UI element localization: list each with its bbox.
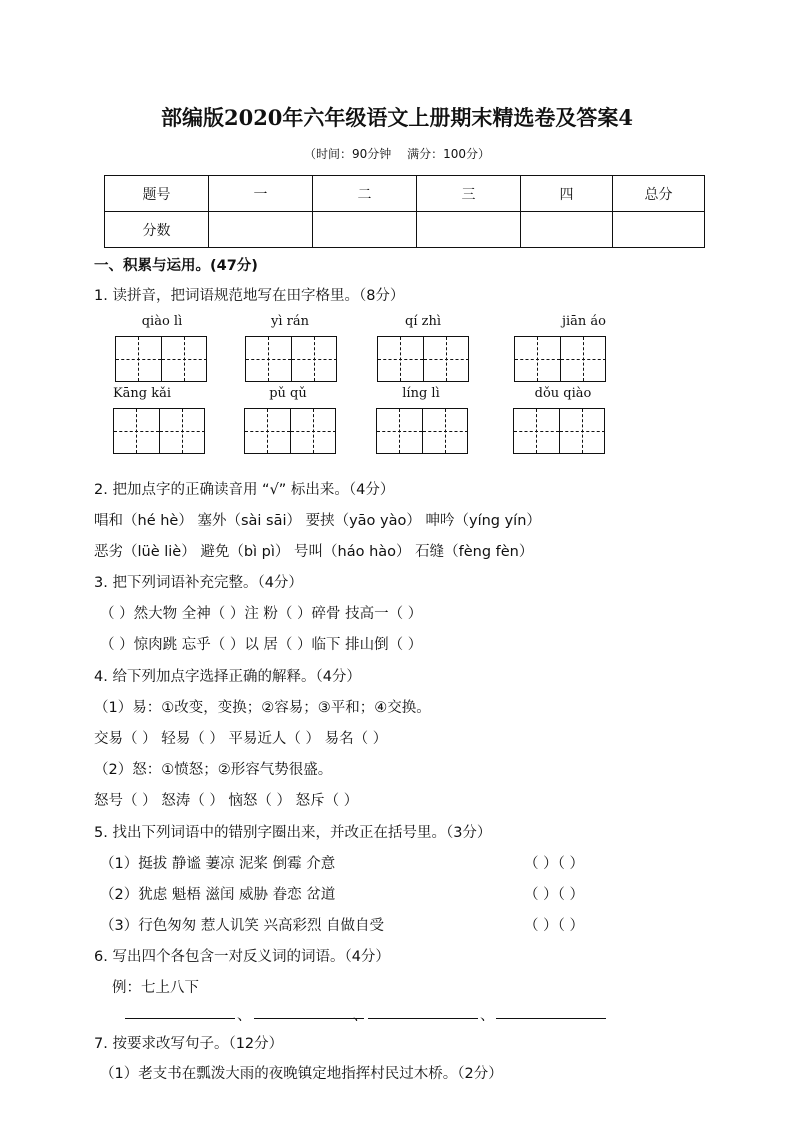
score-header-cell: 二: [313, 176, 417, 212]
page-title: 部编版2020年六年级语文上册期末精选卷及答案4: [160, 105, 634, 130]
score-input-cell[interactable]: [417, 212, 521, 248]
pinyin-label: yì rán: [271, 314, 309, 329]
answer-blank[interactable]: [125, 1017, 235, 1019]
answer-blank[interactable]: [496, 1017, 606, 1019]
example-text: 例：七上八下: [112, 980, 199, 996]
sentence-task: （1）老支书在瓢泼大雨的夜晚镇定地指挥村民过木桥。（2分）: [100, 1066, 503, 1082]
pinyin-label: pǔ qǔ: [269, 386, 307, 401]
question-4: 4. 给下列加点字选择正确的解释。（4分）: [94, 669, 361, 685]
pinyin-label: líng lì: [402, 386, 440, 401]
question-3: 3. 把下列词语补充完整。（4分）: [94, 575, 303, 591]
question-1: 1. 读拼音，把词语规范地写在田字格里。（8分）: [94, 288, 405, 304]
tianzige-box[interactable]: [513, 408, 605, 454]
separator-comma: 、: [480, 1008, 495, 1024]
idiom-fill-line: （ ）然大物 全神（ ）注 粉（ ）碎骨 技高一（ ）: [100, 606, 423, 622]
typo-word-row: （3）行色匆匆 惹人讥笑 兴高彩烈 自做自受: [100, 918, 385, 934]
score-input-cell[interactable]: [613, 212, 705, 248]
tianzige-box[interactable]: [113, 408, 205, 454]
idiom-fill-line: （ ）惊肉跳 忘乎（ ）以 居（ ）临下 排山倒（ ）: [100, 637, 423, 653]
exam-time-info: （时间：90分钟 满分：100分）: [304, 147, 490, 161]
score-header-cell: 总分: [613, 176, 705, 212]
pinyin-label: dǒu qiào: [534, 386, 592, 401]
answer-blank[interactable]: [254, 1017, 364, 1019]
tianzige-box[interactable]: [514, 336, 606, 382]
section-heading: 一、积累与运用。(47分): [94, 258, 258, 274]
separator-comma: 、: [237, 1008, 252, 1024]
score-input-cell[interactable]: [521, 212, 613, 248]
question-5: 5. 找出下列词语中的错别字圈出来，并改正在括号里。（3分）: [94, 825, 492, 841]
score-header-cell: 一: [209, 176, 313, 212]
definition-list: （2）怒：①愤怒；②形容气势很盛。: [94, 762, 333, 778]
typo-word-row: （2）犹虑 魁梧 滋闰 威胁 眷恋 岔道: [100, 887, 336, 903]
score-header-cell: 四: [521, 176, 613, 212]
tianzige-box[interactable]: [377, 336, 469, 382]
tianzige-box[interactable]: [244, 408, 336, 454]
score-table: [104, 175, 705, 248]
score-input-cell[interactable]: [313, 212, 417, 248]
score-table-header-row: [105, 176, 705, 212]
pinyin-label: qí zhì: [405, 314, 441, 329]
typo-answer-blanks[interactable]: （ ）（ ）: [524, 887, 584, 903]
score-row-label: 分数: [105, 212, 209, 248]
question-7: 7. 按要求改写句子。（12分）: [94, 1036, 284, 1052]
score-header-cell: 三: [417, 176, 521, 212]
pronunciation-line: 唱和（hé hè） 塞外（sài sāi） 要挟（yāo yào） 呻吟（yíng yín）: [94, 513, 541, 529]
pinyin-label: jiān áo: [561, 314, 607, 329]
tianzige-box[interactable]: [245, 336, 337, 382]
definition-fill-line: 交易（ ） 轻易（ ） 平易近人（ ） 易名（ ）: [94, 731, 388, 747]
answer-blank[interactable]: [368, 1017, 478, 1019]
typo-answer-blanks[interactable]: （ ）（ ）: [524, 918, 584, 934]
pinyin-label: Kāng kǎi: [112, 386, 172, 401]
separator-comma: 、: [353, 1008, 368, 1024]
typo-answer-blanks[interactable]: （ ）（ ）: [524, 856, 584, 872]
score-table-score-row: [105, 212, 705, 248]
pinyin-label: qiào lì: [141, 314, 183, 329]
score-input-cell[interactable]: [209, 212, 313, 248]
definition-list: （1）易：①改变，变换；②容易；③平和；④交换。: [94, 700, 431, 716]
pronunciation-line: 恶劣（lüè liè） 避免（bì pì） 号叫（háo hào） 石缝（fèng fèn）: [94, 544, 534, 560]
tianzige-box[interactable]: [376, 408, 468, 454]
question-6: 6. 写出四个各包含一对反义词的词语。（4分）: [94, 949, 390, 965]
question-2: 2. 把加点字的正确读音用 “√” 标出来。（4分）: [94, 482, 395, 498]
typo-word-row: （1）挺拔 静谧 萋凉 泥桨 倒霉 介意: [100, 856, 336, 872]
score-header-cell: 题号: [105, 176, 209, 212]
tianzige-box[interactable]: [115, 336, 207, 382]
definition-fill-line: 怒号（ ） 怒涛（ ） 恼怒（ ） 怒斥（ ）: [94, 793, 359, 809]
